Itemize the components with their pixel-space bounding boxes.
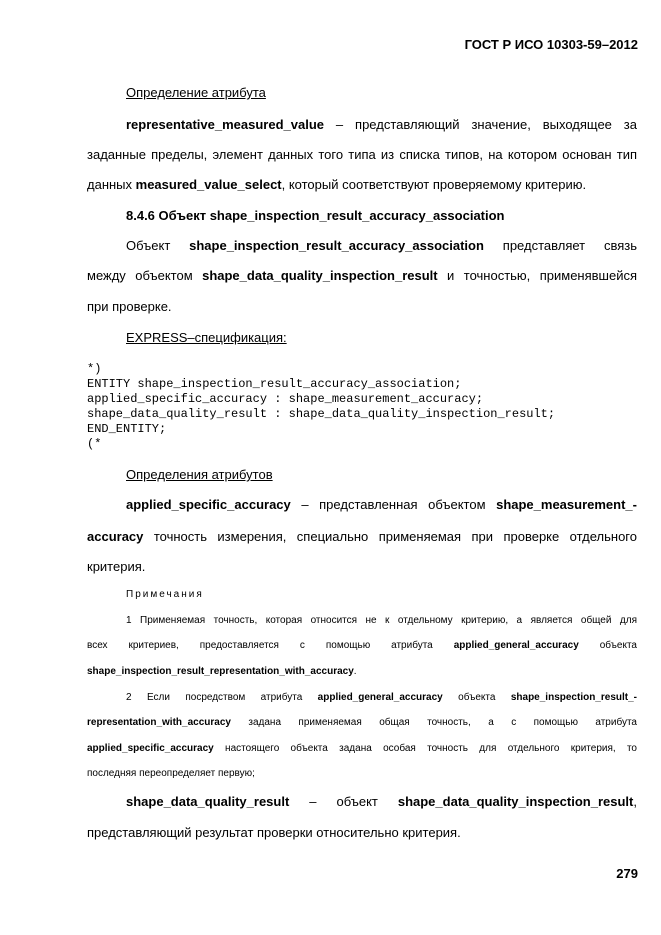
note2-line-2: representation_with_accuracy задана применяемая общая точность, а с помощью атрибута (87, 717, 637, 728)
note2-line-4: последняя переопределяет первую; (87, 768, 255, 779)
attribute-definition-heading: Определение атрибута (126, 85, 266, 100)
document-header: ГОСТ Р ИСО 10303-59–2012 (464, 37, 638, 52)
attr2-line-1: shape_data_quality_result – объект shape_data_quality_inspection_result, (126, 794, 637, 809)
attribute-name: shape_data_quality_result (126, 794, 290, 809)
entity-name: shape_inspection_result_accuracy_association (189, 238, 484, 253)
code-line: applied_specific_accuracy : shape_measurement_accuracy; (87, 392, 484, 406)
code-line: END_ENTITY; (87, 422, 167, 436)
entity-name: shape_measurement_- (496, 497, 637, 512)
section-title: 8.4.6 Объект shape_inspection_result_accuracy_association (126, 208, 505, 223)
attribute-name: representative_measured_value (126, 117, 325, 132)
notes-title: Примечания (126, 589, 204, 600)
note2-line-1: 2 Если посредством атрибута applied_general_accuracy объекта shape_inspection_result_- (126, 692, 637, 703)
attribute-name: applied_specific_accuracy (126, 497, 291, 512)
object-paragraph-line-1: Объект shape_inspection_result_accuracy_association представляет связь (126, 238, 637, 253)
note1-line-3: shape_inspection_result_representation_with_accuracy. (87, 666, 357, 677)
attr1-line-3: критерия. (87, 559, 146, 574)
attributes-definitions-heading: Определения атрибутов (126, 467, 273, 482)
entity-name: shape_data_quality_inspection_result (397, 794, 634, 809)
object-paragraph-line-2: между объектом shape_data_quality_inspection_result и точностью, применявшейся (87, 268, 638, 283)
express-spec-heading: EXPRESS–спецификация: (126, 330, 287, 345)
attr1-line-1: applied_specific_accuracy – представленная объектом shape_measurement_- (126, 497, 637, 512)
entity-name: shape_data_quality_inspection_result (202, 268, 438, 283)
definition-line-3: данных measured_value_select, который соответствуют проверяемому критерию. (87, 177, 587, 192)
object-paragraph-line-3: при проверке. (87, 299, 172, 314)
attr1-line-2: accuracy точность измерения, специально применяемая при проверке отдельного (87, 529, 637, 544)
type-name: measured_value_select (135, 177, 282, 192)
note2-line-3: applied_specific_accuracy настоящего объекта задана особая точность для отдельного критерия, то (87, 743, 637, 754)
page-number: 279 (616, 866, 638, 881)
code-line: ENTITY shape_inspection_result_accuracy_association; (87, 377, 462, 391)
code-line: shape_data_quality_result : shape_data_quality_inspection_result; (87, 407, 556, 421)
definition-line-2: заданные пределы, элемент данных того типа из списка типов, на котором основан тип (87, 147, 637, 162)
note1-line-2: всех критериев, предоставляется с помощью атрибута applied_general_accuracy объекта (87, 640, 637, 651)
attr2-line-2: представляющий результат проверки относительно критерия. (87, 825, 461, 840)
code-line: *) (87, 362, 102, 376)
code-line: (* (87, 437, 102, 451)
definition-line-1: representative_measured_value – представляющий значение, выходящее за (126, 117, 637, 132)
express-code-block (87, 362, 555, 452)
note1-line-1: 1 Применяемая точность, которая относится не к отдельному критерию, а является общей для (126, 615, 637, 626)
